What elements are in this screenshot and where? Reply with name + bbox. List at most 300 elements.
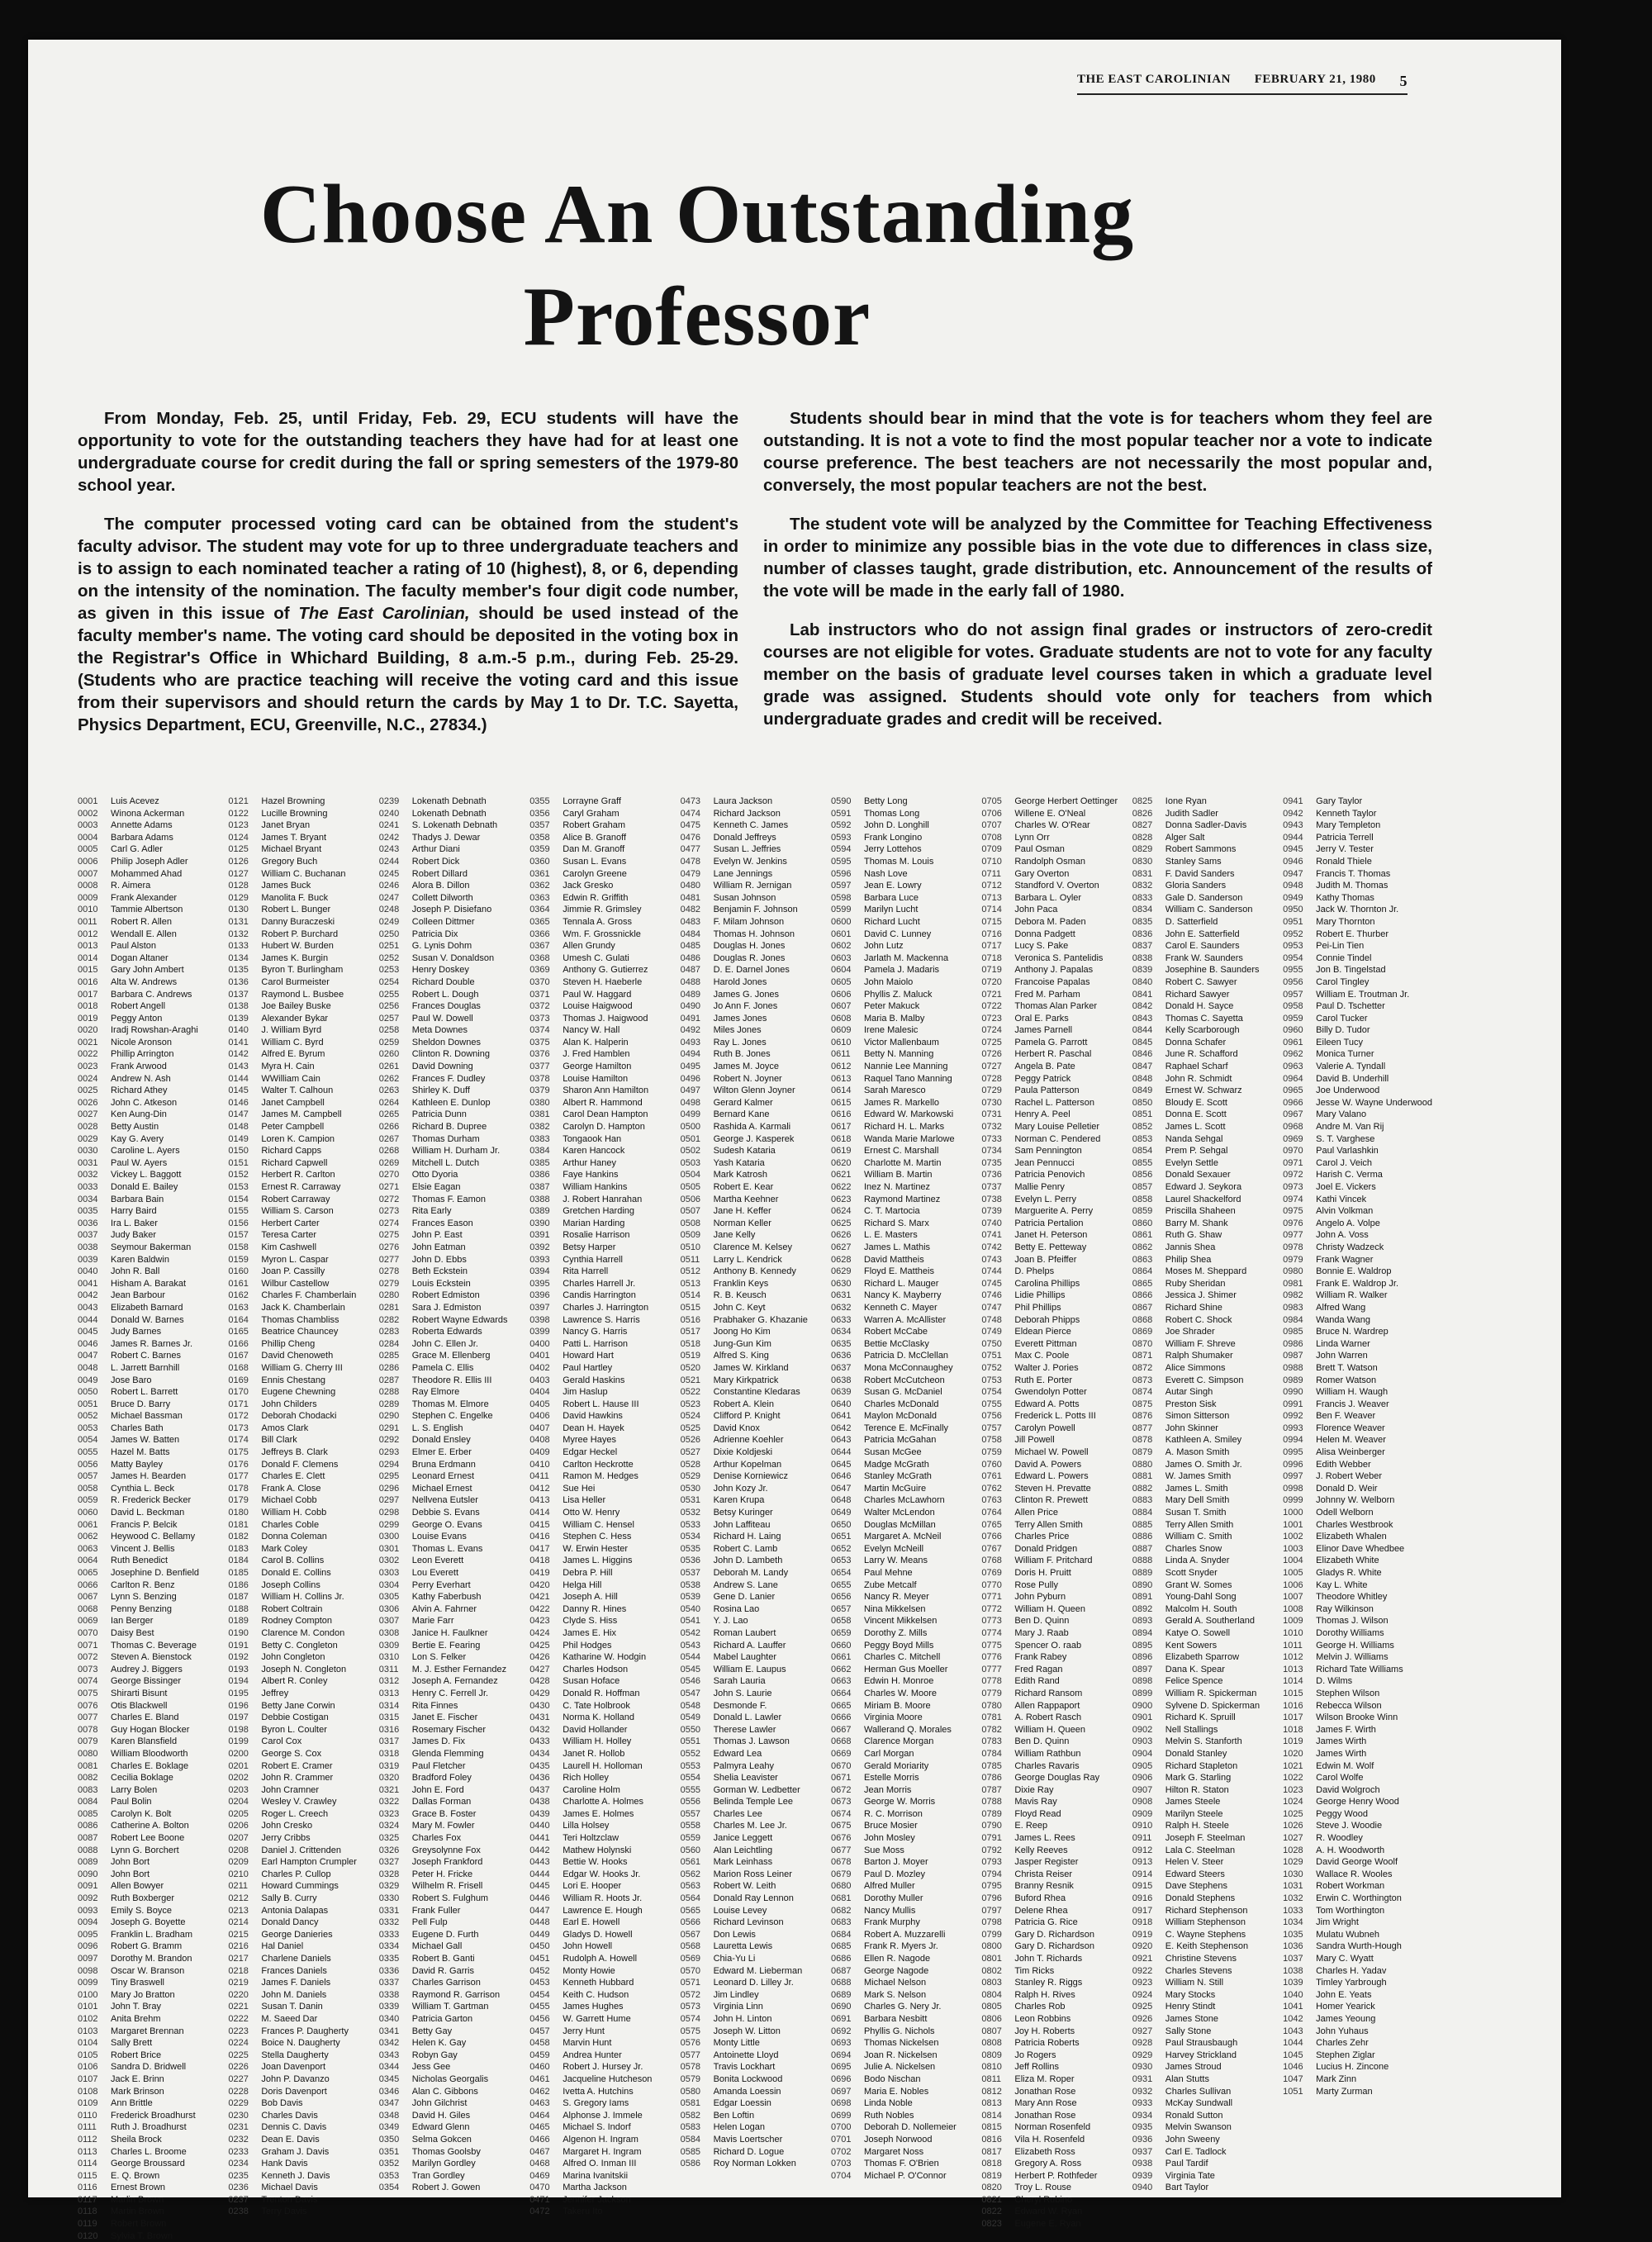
- faculty-name: Leonard Ernest: [411, 1471, 474, 1482]
- faculty-name: R. Frederick Becker: [111, 1495, 192, 1506]
- faculty-name: Wendall E. Allen: [111, 929, 177, 939]
- faculty-entry: [379, 1869, 526, 1881]
- faculty-name: Raymond R. Garrison: [411, 1989, 501, 2000]
- faculty-name: Louise Hamilton: [563, 1073, 629, 1084]
- faculty-entry: [681, 1338, 828, 1351]
- faculty-entry: [831, 1507, 978, 1519]
- faculty-entry: [831, 1917, 978, 1929]
- faculty-name: Carlton R. Benz: [111, 1579, 175, 1590]
- faculty-code: 0729: [981, 1085, 1002, 1096]
- faculty-entry: [681, 856, 828, 868]
- faculty-code: 0309: [378, 1640, 400, 1651]
- faculty-name: Evelyn Settle: [1165, 1157, 1218, 1168]
- faculty-entry: [228, 1579, 375, 1592]
- faculty-entry: [1132, 2037, 1279, 2050]
- faculty-code: 0773: [981, 1616, 1002, 1627]
- faculty-code: 1042: [1283, 2013, 1303, 2024]
- faculty-name: Alan C. Gibbons: [411, 2086, 478, 2097]
- faculty-name: Bernard Kane: [713, 1109, 770, 1120]
- faculty-name: Frank Arwood: [111, 1062, 167, 1072]
- faculty-entry: [981, 2194, 1128, 2206]
- faculty-name: James T. Bryant: [261, 832, 327, 843]
- faculty-code: 1029: [1283, 1857, 1303, 1868]
- faculty-name: Jack K. Chamberlain: [261, 1302, 345, 1313]
- faculty-entry: [1283, 1953, 1432, 1965]
- faculty-code: 1018: [1283, 1724, 1303, 1735]
- faculty-code: 0737: [981, 1182, 1002, 1192]
- faculty-name: Gary Overton: [1014, 868, 1070, 879]
- faculty-name: Iradj Rowshan-Araghi: [111, 1025, 198, 1036]
- faculty-code: 0677: [830, 1845, 852, 1855]
- faculty-name: Adrienne Koehler: [713, 1435, 784, 1446]
- faculty-name: Daisy Best: [111, 1627, 154, 1638]
- faculty-name: Wilson Brooke Winn: [1316, 1712, 1398, 1723]
- faculty-name: Tim Ricks: [1014, 1965, 1055, 1976]
- faculty-name: Thomas Alan Parker: [1014, 1001, 1098, 1012]
- faculty-code: 0223: [228, 2026, 249, 2036]
- faculty-entry: [1283, 1169, 1432, 1181]
- faculty-code: 0868: [1132, 1314, 1153, 1325]
- faculty-entry: [78, 796, 225, 808]
- faculty-code: 0519: [680, 1351, 701, 1361]
- faculty-entry: [981, 892, 1128, 905]
- faculty-entry: [379, 2110, 526, 2122]
- faculty-code: 0168: [228, 1362, 249, 1373]
- faculty-entry: [379, 929, 526, 941]
- faculty-name: Karen Baldwin: [111, 1254, 169, 1265]
- faculty-code: 0523: [680, 1399, 701, 1409]
- faculty-code: 0761: [981, 1471, 1002, 1482]
- faculty-name: Carl Morgan: [863, 1748, 914, 1759]
- faculty-code: 0565: [680, 1905, 701, 1916]
- faculty-name: Thomas Goolsby: [411, 2146, 481, 2157]
- faculty-code: 0130: [228, 905, 249, 915]
- faculty-name: Nellvena Eutsler: [411, 1495, 478, 1506]
- faculty-entry: [78, 1024, 225, 1037]
- faculty-name: Sue Moss: [863, 1845, 904, 1855]
- faculty-entry: [831, 2050, 978, 2062]
- faculty-code: 0697: [830, 2086, 852, 2097]
- faculty-name: William B. Martin: [863, 1170, 933, 1180]
- faculty-name: Victor Mallenbaum: [863, 1037, 939, 1047]
- faculty-name: Barbara L. Oyler: [1014, 892, 1082, 903]
- faculty-code: 0111: [78, 2122, 97, 2133]
- faculty-name: Paul D. Tschetter: [1316, 1001, 1385, 1012]
- faculty-entry: [681, 1194, 828, 1206]
- faculty-code: 0641: [830, 1411, 852, 1422]
- faculty-name: Clifford P. Knight: [713, 1411, 781, 1422]
- faculty-entry: [529, 1579, 676, 1592]
- faculty-entry: [529, 1097, 676, 1109]
- faculty-code: 0394: [529, 1266, 550, 1277]
- faculty-code: 0678: [830, 1857, 852, 1868]
- faculty-name: Donna Sadler-Davis: [1165, 820, 1247, 831]
- faculty-code: 0328: [378, 1869, 400, 1879]
- faculty-name: Ernest R. Carraway: [261, 1182, 341, 1192]
- faculty-name: Therese Lawler: [713, 1724, 776, 1735]
- faculty-entry: [379, 1362, 526, 1375]
- faculty-name: Louis Eckstein: [411, 1278, 471, 1289]
- faculty-entry: [379, 1555, 526, 1567]
- faculty-name: Audrey J. Biggers: [111, 1664, 183, 1674]
- faculty-name: David A. Powers: [1014, 1459, 1082, 1470]
- faculty-code: 0874: [1132, 1387, 1153, 1398]
- faculty-name: James W. Kirkland: [713, 1362, 789, 1373]
- faculty-code: 0161: [228, 1278, 249, 1289]
- faculty-code: 0340: [378, 2013, 400, 2024]
- faculty-name: Karen Krupa: [713, 1495, 765, 1506]
- faculty-name: Buford Rhea: [1014, 1893, 1066, 1904]
- faculty-name: William C. Sanderson: [1165, 905, 1253, 915]
- faculty-code: 0226: [228, 2062, 249, 2073]
- faculty-entry: [1132, 1109, 1279, 1121]
- faculty-name: Janice H. Faulkner: [411, 1627, 488, 1638]
- faculty-entry: [831, 2110, 978, 2122]
- faculty-entry: [981, 1459, 1128, 1471]
- faculty-entry: [831, 1218, 978, 1230]
- faculty-name: Felice Spence: [1165, 1676, 1223, 1687]
- faculty-name: Antoinette Lloyd: [713, 2050, 779, 2060]
- faculty-name: Debra P. Hill: [563, 1568, 613, 1578]
- faculty-name: Raphael Scharf: [1165, 1062, 1228, 1072]
- faculty-name: Clarence Morgan: [863, 1736, 934, 1747]
- faculty-name: Edith Rand: [1014, 1676, 1060, 1687]
- faculty-name: Virginia Moore: [863, 1712, 923, 1723]
- faculty-code: 0463: [529, 2098, 550, 2109]
- faculty-entry: [78, 1808, 225, 1821]
- faculty-entry: [981, 1760, 1128, 1773]
- faculty-code: 0679: [830, 1869, 852, 1879]
- faculty-code: 0120: [78, 2230, 98, 2241]
- faculty-name: Jose Baro: [111, 1375, 152, 1385]
- faculty-code: 0361: [529, 868, 550, 879]
- faculty-code: 0786: [981, 1773, 1002, 1784]
- faculty-code: 0901: [1132, 1712, 1153, 1723]
- faculty-name: William H. Collins Jr.: [261, 1592, 344, 1603]
- faculty-code: 0434: [529, 1748, 550, 1759]
- faculty-name: Mark Coley: [261, 1543, 308, 1554]
- faculty-code: 0990: [1283, 1387, 1303, 1398]
- faculty-name: James O. Smith Jr.: [1165, 1459, 1242, 1470]
- faculty-entry: [228, 2050, 375, 2062]
- faculty-code: 0622: [830, 1182, 852, 1192]
- faculty-code: 0669: [830, 1748, 852, 1759]
- faculty-entry: [981, 1266, 1128, 1278]
- faculty-entry: [379, 1615, 526, 1627]
- faculty-entry: [78, 1675, 225, 1688]
- faculty-name: Shirarti Bisunt: [111, 1688, 168, 1698]
- faculty-name: Jean Morris: [863, 1784, 912, 1795]
- faculty-entry: [1283, 2061, 1432, 2073]
- faculty-name: Robert A. Muzzarelli: [863, 1929, 946, 1940]
- faculty-code: 0096: [78, 1941, 98, 1952]
- faculty-name: E. Reep: [1014, 1821, 1048, 1831]
- faculty-entry: [1283, 1085, 1432, 1097]
- faculty-code: 0219: [228, 1978, 249, 1988]
- faculty-entry: [1132, 1893, 1279, 1905]
- faculty-name: S. Lokenath Debnath: [411, 820, 498, 831]
- faculty-code: 0092: [78, 1893, 98, 1904]
- faculty-entry: [228, 1712, 375, 1724]
- faculty-code: 0985: [1283, 1327, 1303, 1337]
- faculty-name: Willene E. O'Neal: [1014, 808, 1086, 819]
- faculty-name: John Cresko: [261, 1821, 313, 1831]
- faculty-name: Joseph Norwood: [863, 2134, 933, 2145]
- faculty-entry: [529, 1242, 676, 1254]
- faculty-entry: [228, 1567, 375, 1579]
- faculty-name: Rita Early: [411, 1206, 452, 1217]
- faculty-name: Hazel M. Batts: [111, 1447, 170, 1458]
- faculty-entry: [681, 808, 828, 820]
- headline-line-1: Choose An Outstanding: [259, 168, 1135, 261]
- faculty-name: Deborah Phipps: [1014, 1314, 1080, 1325]
- faculty-name: Martha Keehner: [713, 1194, 779, 1204]
- faculty-entry: [681, 1832, 828, 1845]
- faculty-code: 0247: [378, 892, 400, 903]
- faculty-code: 1035: [1283, 1929, 1303, 1940]
- faculty-entry: [1132, 2061, 1279, 2073]
- faculty-code: 0744: [981, 1266, 1002, 1277]
- faculty-entry: [1283, 1869, 1432, 1881]
- faculty-code: 0022: [78, 1049, 98, 1060]
- faculty-entry: [831, 2013, 978, 2026]
- faculty-entry: [1283, 1133, 1432, 1146]
- faculty-name: F. David Sanders: [1165, 868, 1235, 879]
- faculty-code: 0726: [981, 1049, 1002, 1060]
- faculty-code: 0378: [529, 1073, 550, 1084]
- faculty-entry: [78, 2013, 225, 2026]
- faculty-code: 0377: [529, 1062, 550, 1072]
- faculty-entry: [379, 1434, 526, 1446]
- faculty-entry: [379, 1688, 526, 1700]
- faculty-entry: [379, 1567, 526, 1579]
- faculty-code: 0673: [830, 1797, 852, 1807]
- faculty-entry: [1283, 1048, 1432, 1061]
- faculty-name: A. Mason Smith: [1165, 1447, 1230, 1458]
- faculty-code: 0648: [830, 1495, 852, 1506]
- faculty-code: 0811: [981, 2073, 1002, 2084]
- faculty-name: Robert C. Shock: [1165, 1314, 1232, 1325]
- faculty-name: Palmyra Leahy: [713, 1760, 774, 1771]
- faculty-entry: [681, 1000, 828, 1013]
- faculty-name: Shirley K. Duff: [411, 1085, 470, 1096]
- faculty-entry: [981, 2097, 1128, 2110]
- faculty-code: 0762: [981, 1483, 1002, 1494]
- faculty-name: Jane Kelly: [713, 1230, 756, 1241]
- faculty-name: Eugene Chewning: [261, 1387, 336, 1398]
- faculty-entry: [379, 1507, 526, 1519]
- faculty-name: Alora B. Dillon: [411, 881, 470, 891]
- faculty-code: 1019: [1283, 1736, 1303, 1747]
- faculty-name: Jerry Hunt: [563, 2026, 605, 2036]
- faculty-name: Alfred S. King: [713, 1351, 769, 1361]
- faculty-code: 0467: [529, 2146, 550, 2157]
- faculty-name: Thomas Chambliss: [261, 1314, 339, 1325]
- faculty-code: 0399: [529, 1327, 550, 1337]
- faculty-code: 0800: [981, 1941, 1002, 1952]
- faculty-entry: [78, 1579, 225, 1592]
- faculty-entry: [981, 1494, 1128, 1507]
- faculty-code: 0172: [228, 1411, 249, 1422]
- faculty-code: 0017: [78, 989, 98, 1000]
- faculty-name: J. Fred Hamblen: [563, 1049, 630, 1060]
- faculty-name: Kathi Vincek: [1316, 1194, 1367, 1204]
- faculty-entry: [1283, 1748, 1432, 1760]
- faculty-code: 0699: [830, 2110, 852, 2121]
- faculty-name: Robert Sammons: [1165, 844, 1237, 855]
- faculty-entry: [1283, 1965, 1432, 1978]
- faculty-entry: [831, 964, 978, 976]
- faculty-entry: [1132, 2097, 1279, 2110]
- faculty-name: Harry Baird: [111, 1206, 157, 1217]
- faculty-entry: [78, 2097, 225, 2110]
- faculty-name: Edward A. Potts: [1014, 1399, 1080, 1409]
- faculty-entry: [529, 1615, 676, 1627]
- faculty-entry: [529, 1410, 676, 1423]
- faculty-name: Elizabeth Sparrow: [1165, 1652, 1240, 1663]
- faculty-entry: [681, 1386, 828, 1399]
- faculty-name: Jacqueline Hutcheson: [563, 2073, 653, 2084]
- faculty-entry: [379, 1820, 526, 1832]
- faculty-entry: [681, 1314, 828, 1327]
- faculty-code: 0576: [680, 2038, 701, 2049]
- faculty-entry: [78, 1423, 225, 1435]
- faculty-entry: [228, 880, 375, 892]
- faculty-name: Luis Acevez: [111, 796, 159, 806]
- faculty-name: John T. Richards: [1014, 1954, 1083, 1964]
- faculty-code: 0019: [78, 1013, 98, 1024]
- faculty-code: 0101: [78, 2002, 98, 2012]
- faculty-name: Peggy Boyd Mills: [863, 1640, 934, 1651]
- faculty-entry: [379, 2001, 526, 2013]
- faculty-name: Nash Love: [863, 868, 908, 879]
- faculty-entry: [1132, 1423, 1279, 1435]
- faculty-entry: [78, 989, 225, 1001]
- faculty-entry: [831, 1845, 978, 1857]
- faculty-name: Robert J. Gowen: [411, 2183, 481, 2193]
- faculty-name: Alan Leichtling: [713, 1845, 773, 1855]
- faculty-entry: [78, 1531, 225, 1543]
- faculty-entry: [831, 1784, 978, 1797]
- faculty-name: Teresa Carter: [261, 1230, 317, 1241]
- faculty-name: Janet H. Peterson: [1014, 1230, 1088, 1241]
- faculty-name: Andre M. Van Rij: [1316, 1122, 1384, 1133]
- faculty-name: Mabel Laughter: [713, 1652, 777, 1663]
- faculty-entry: [1283, 2086, 1432, 2098]
- faculty-name: Everett C. Simpson: [1165, 1375, 1244, 1385]
- faculty-name: Estelle Morris: [863, 1773, 919, 1784]
- faculty-entry: [831, 1531, 978, 1543]
- faculty-entry: [831, 1386, 978, 1399]
- faculty-entry: [831, 832, 978, 844]
- faculty-name: Martha Jackson: [563, 2183, 627, 2193]
- faculty-name: Steve J. Woodie: [1316, 1821, 1383, 1831]
- faculty-entry: [78, 2061, 225, 2073]
- faculty-code: 0663: [830, 1676, 852, 1687]
- faculty-name: William C. Byrd: [261, 1037, 324, 1047]
- faculty-name: Jimmie R. Grimsley: [563, 905, 642, 915]
- faculty-name: Ben F. Weaver: [1316, 1411, 1376, 1422]
- faculty-code: 0908: [1132, 1797, 1153, 1807]
- faculty-name: Richard Lucht: [863, 916, 920, 927]
- faculty-code: 0821: [981, 2194, 1002, 2205]
- faculty-code: 0931: [1132, 2073, 1153, 2084]
- faculty-entry: [78, 1121, 225, 1133]
- faculty-entry: [1132, 1434, 1279, 1446]
- faculty-entry: [1132, 868, 1279, 881]
- faculty-entry: [681, 1048, 828, 1061]
- faculty-code: 0477: [680, 844, 701, 855]
- faculty-entry: [981, 2061, 1128, 2073]
- faculty-name: Branny Resnik: [1014, 1881, 1074, 1892]
- faculty-name: Randolph Osman: [1014, 856, 1085, 867]
- faculty-name: Carol Tucker: [1316, 1013, 1368, 1024]
- faculty-code: 0125: [228, 844, 249, 855]
- faculty-name: Herbert R. Carlton: [261, 1170, 335, 1180]
- faculty-name: David Downing: [411, 1062, 473, 1072]
- faculty-code: 0796: [981, 1893, 1002, 1904]
- faculty-name: George H. Williams: [1316, 1640, 1394, 1651]
- faculty-name: Marina Ivanitskii: [563, 2170, 629, 2181]
- faculty-code: 0073: [78, 1664, 98, 1674]
- faculty-entry: [831, 1940, 978, 1953]
- issue-date: FEBRUARY 21, 1980: [1254, 73, 1376, 86]
- faculty-code: 0928: [1132, 2038, 1153, 2049]
- faculty-code: 0010: [78, 905, 98, 915]
- intro-left-column: [78, 407, 738, 753]
- faculty-entry: [1283, 2050, 1432, 2062]
- faculty-code: 1032: [1283, 1893, 1303, 1904]
- faculty-code: 0119: [78, 2219, 97, 2230]
- faculty-entry: [379, 1266, 526, 1278]
- faculty-entry: [529, 916, 676, 929]
- faculty-entry: [681, 2158, 828, 2170]
- faculty-entry: [1283, 1194, 1432, 1206]
- faculty-entry: [228, 1314, 375, 1327]
- faculty-entry: [681, 989, 828, 1001]
- faculty-name: Sue Hei: [563, 1483, 596, 1494]
- faculty-code: 0643: [830, 1435, 852, 1446]
- faculty-code: 0423: [529, 1616, 550, 1627]
- faculty-entry: [1132, 843, 1279, 856]
- faculty-name: Charlotte M. Martin: [863, 1157, 942, 1168]
- faculty-code: 0614: [830, 1085, 852, 1096]
- faculty-name: Phyllis G. Nichols: [863, 2026, 935, 2036]
- faculty-entry: [78, 1555, 225, 1567]
- faculty-code: 0330: [378, 1893, 400, 1904]
- faculty-entry: [529, 1880, 676, 1893]
- faculty-name: Paula Patterson: [1014, 1085, 1080, 1096]
- faculty-name: June R. Schafford: [1165, 1049, 1238, 1060]
- faculty-name: Kathleen E. Dunlop: [411, 1097, 491, 1108]
- faculty-name: Stanley McGrath: [863, 1471, 932, 1482]
- faculty-code: 0940: [1132, 2183, 1153, 2193]
- faculty-entry: [529, 2037, 676, 2050]
- faculty-name: Nicole Aronson: [111, 1037, 172, 1047]
- faculty-entry: [981, 2013, 1128, 2026]
- faculty-entry: [1132, 1736, 1279, 1748]
- faculty-code: 0730: [981, 1097, 1002, 1108]
- faculty-entry: [681, 1278, 828, 1290]
- faculty-code: 0668: [830, 1736, 852, 1747]
- faculty-name: Marian Harding: [563, 1218, 625, 1228]
- faculty-code: 0956: [1283, 976, 1303, 987]
- faculty-entry: [228, 2194, 375, 2206]
- faculty-entry: [529, 1302, 676, 1314]
- faculty-entry: [228, 952, 375, 965]
- faculty-code: 0289: [378, 1399, 400, 1409]
- faculty-code: 0600: [830, 916, 852, 927]
